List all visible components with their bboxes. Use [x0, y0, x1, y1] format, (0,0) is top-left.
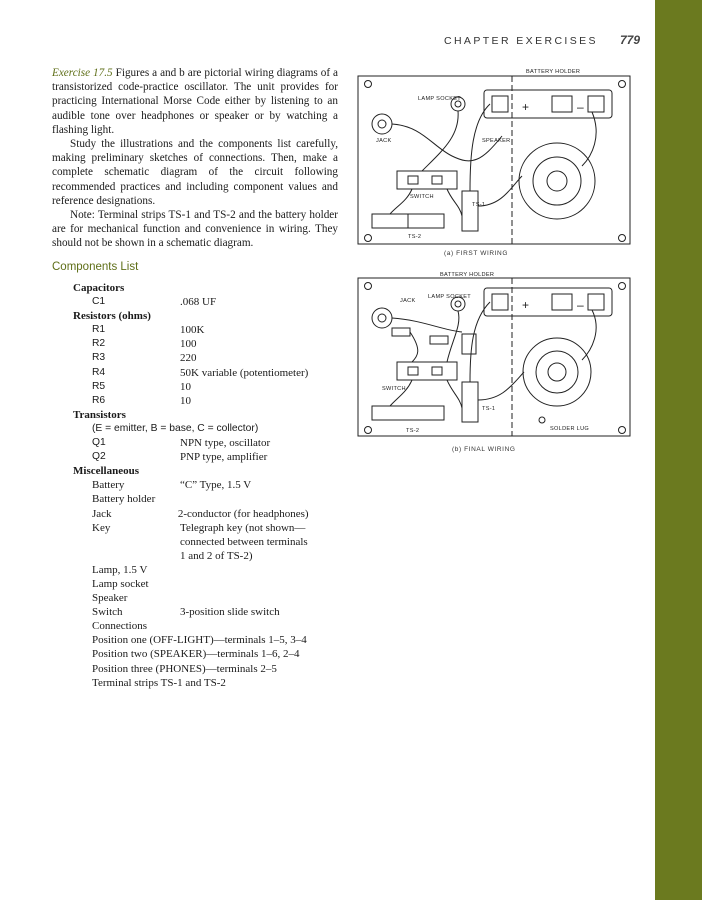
- list-item: [73, 507, 373, 521]
- figure-a-first-wiring: [352, 66, 636, 262]
- item-value: .068 UF: [180, 296, 217, 309]
- mount-hole: [365, 81, 372, 88]
- transistors-heading: Transistors: [73, 408, 126, 421]
- mount-hole: [365, 235, 372, 242]
- speaker: [519, 143, 595, 219]
- label-switch: SWITCH: [410, 194, 434, 200]
- mount-hole: [619, 235, 626, 242]
- list-item: Position two (SPEAKER)—terminals 1–6, 2–4: [92, 648, 300, 661]
- exercise-paragraph-2: Study the illustrations and the components list carefully, making preliminary sketches of connections. Then, make a complete schematic diagram of the circuit following recommended practices and including component values and reference designations.: [52, 138, 338, 207]
- label-plus: +: [522, 298, 530, 312]
- item-value: 3-position slide switch: [180, 606, 280, 619]
- exercise-paragraph-1: [52, 66, 338, 137]
- mount-hole: [619, 283, 626, 290]
- label-battery-holder: BATTERY HOLDER: [440, 272, 495, 278]
- page-number: 779: [619, 33, 640, 47]
- label-ts1: TS-1: [472, 202, 486, 208]
- jack: [372, 114, 392, 134]
- list-item: [73, 337, 373, 351]
- list-item-continuation: 1 and 2 of TS-2): [180, 549, 253, 562]
- mount-hole: [619, 427, 626, 434]
- item-ref: Jack: [92, 507, 112, 520]
- figure-b-caption: (b) FINAL WIRING: [452, 446, 516, 453]
- chassis-outline: [358, 278, 630, 436]
- capacitors-heading: Capacitors: [73, 282, 125, 294]
- jack: [372, 308, 392, 328]
- item-value: PNP type, amplifier: [180, 451, 268, 464]
- label-ts1: TS-1: [482, 406, 496, 412]
- components-list: [73, 281, 373, 690]
- label-solder-lug: SOLDER LUG: [550, 426, 590, 432]
- misc-heading: Miscellaneous: [73, 465, 139, 478]
- figure-a-caption: (a) FIRST WIRING: [444, 250, 509, 257]
- list-item-continuation: connected between terminals: [180, 535, 308, 548]
- label-lamp-socket: LAMP SOCKET: [428, 294, 471, 300]
- item-ref: R6: [92, 394, 106, 406]
- list-item: [73, 450, 373, 464]
- item-value: 10: [180, 380, 191, 393]
- list-item: Lamp socket: [92, 577, 149, 590]
- list-item: [73, 521, 373, 535]
- solder-lug: [539, 417, 545, 423]
- exercise-p1-text: Figures a and b are pictorial wiring diagrams of a transistorized code-practice oscillator. The unit provides for practicing International Morse Code either by listening to an audible tone over headphones or speaker or by watching a flashing light.: [52, 67, 338, 136]
- terminal-strip-ts1: [462, 191, 478, 231]
- transistor-note: (E = emitter, B = base, C = collector): [92, 422, 259, 434]
- list-item: [73, 478, 373, 492]
- list-item: [73, 605, 373, 619]
- wiring-diagram-a: [352, 66, 636, 262]
- item-ref: R1: [92, 324, 106, 336]
- label-jack: JACK: [400, 298, 416, 304]
- item-ref: R2: [92, 338, 106, 350]
- speaker: [523, 338, 591, 406]
- label-ts2: TS-2: [406, 428, 420, 434]
- terminal-strip-ts1: [462, 382, 478, 422]
- resistor: [392, 328, 410, 336]
- item-ref: R3: [92, 352, 106, 364]
- exercise-text: [52, 66, 338, 251]
- item-ref: R5: [92, 380, 106, 392]
- label-ts2: TS-2: [408, 234, 422, 240]
- list-item: [73, 323, 373, 337]
- resistor: [430, 336, 448, 344]
- list-item: [73, 351, 373, 365]
- item-ref: R4: [92, 366, 106, 378]
- item-ref: Switch: [92, 606, 123, 619]
- list-item: [73, 295, 373, 309]
- item-ref: Key: [92, 521, 111, 534]
- item-ref: Q2: [92, 451, 106, 463]
- wiring-diagram-b: [352, 270, 636, 458]
- terminal-strip-ts2: [372, 406, 444, 420]
- list-item: [73, 394, 373, 408]
- item-value: “C” Type, 1.5 V: [180, 479, 252, 492]
- resistors-heading: Resistors (ohms): [73, 310, 151, 323]
- label-jack: JACK: [376, 138, 392, 144]
- list-item: [73, 380, 373, 394]
- item-value: 100: [180, 338, 197, 351]
- side-color-band: [655, 0, 702, 900]
- item-ref: Battery: [92, 479, 125, 492]
- list-item: Speaker: [92, 592, 128, 605]
- list-item: Battery holder: [92, 493, 156, 506]
- exercise-label: Exercise 17.5: [52, 67, 113, 79]
- item-value: 50K variable (potentiometer): [180, 366, 309, 379]
- switch-body: [397, 362, 457, 380]
- label-battery-holder: BATTERY HOLDER: [526, 69, 581, 75]
- running-header: [444, 33, 640, 47]
- item-value: 10: [180, 394, 191, 407]
- item-ref: Q1: [92, 437, 106, 449]
- label-lamp-socket: LAMP SOCKET: [418, 96, 461, 102]
- label-minus: –: [577, 100, 584, 114]
- list-item: Terminal strips TS-1 and TS-2: [92, 676, 226, 689]
- item-value: 100K: [180, 324, 205, 337]
- list-item: [73, 366, 373, 380]
- label-minus: –: [577, 298, 584, 312]
- item-value: NPN type, oscillator: [180, 437, 271, 450]
- item-value: 220: [180, 352, 197, 365]
- list-item: [73, 436, 373, 450]
- exercise-paragraph-3: Note: Terminal strips TS-1 and TS-2 and the battery holder are for mechanical function and convenience in wiring. They should not be shown in a schematic diagram.: [52, 209, 338, 250]
- label-speaker: SPEAKER: [482, 138, 511, 144]
- list-item: Connections: [92, 620, 147, 633]
- mount-hole: [365, 427, 372, 434]
- item-ref: C1: [92, 296, 106, 308]
- label-switch: SWITCH: [382, 386, 406, 392]
- label-plus: +: [522, 100, 530, 114]
- item-value: Telegraph key (not shown—: [180, 521, 306, 534]
- transistor: [462, 334, 476, 354]
- switch-body: [397, 171, 457, 189]
- list-item: Position three (PHONES)—terminals 2–5: [92, 662, 277, 675]
- mount-hole: [365, 283, 372, 290]
- figure-b-final-wiring: [352, 270, 636, 458]
- item-value: 2-conductor (for headphones): [177, 507, 309, 520]
- list-item: Position one (OFF-LIGHT)—terminals 1–5, 3–4: [92, 634, 307, 647]
- components-title: Components List: [52, 261, 139, 273]
- list-item: Lamp, 1.5 V: [92, 563, 148, 576]
- mount-hole: [619, 81, 626, 88]
- running-title: CHAPTER EXERCISES: [443, 35, 598, 47]
